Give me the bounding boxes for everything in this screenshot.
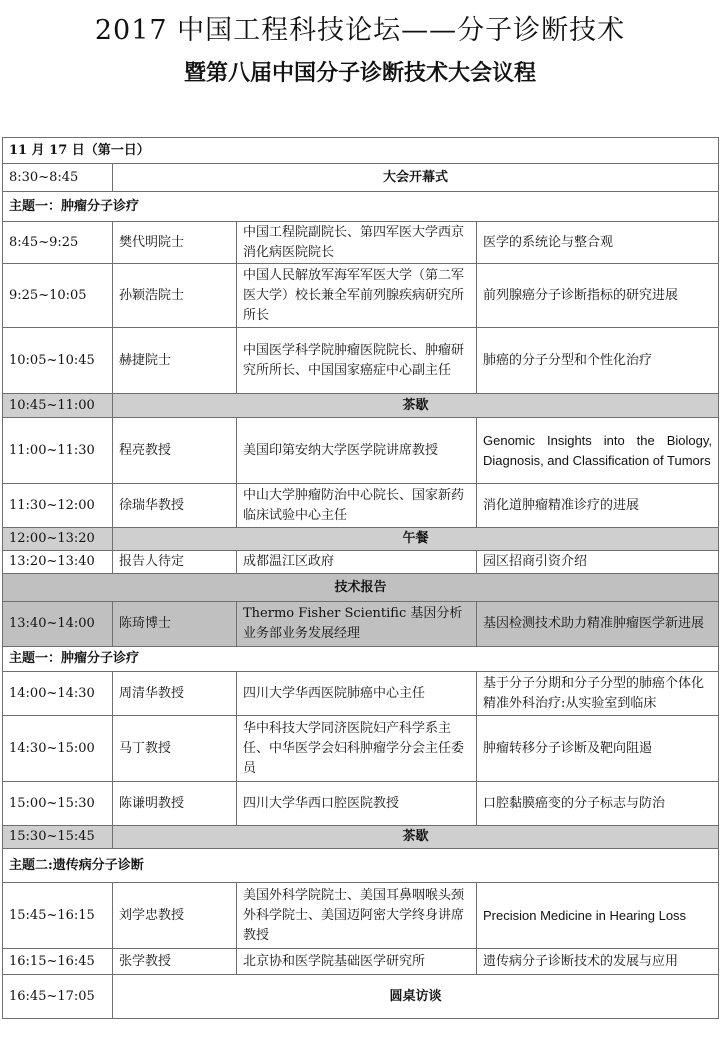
page-title: 2017 中国工程科技论坛——分子诊断技术: [94, 15, 626, 46]
time-cell: 13:20~13:40: [3, 551, 113, 574]
talk-row: [3, 551, 719, 574]
affiliation-cell: 四川大学华西口腔医院教授: [237, 782, 477, 826]
session-label: 圆桌访谈: [113, 975, 719, 1019]
speaker-cell: 刘学忠教授: [113, 883, 237, 949]
topic-cell: Precision Medicine in Hearing Loss: [477, 883, 719, 949]
panel-row: [3, 975, 719, 1019]
affiliation-cell: 中国医学科学院肿瘤医院院长、肿瘤研究所所长、中国国家癌症中心副主任: [237, 328, 477, 394]
theme-row: [3, 192, 719, 222]
session-label: 茶歇: [113, 826, 719, 849]
time-cell: 10:05~10:45: [3, 328, 113, 394]
talk-row: [3, 949, 719, 975]
affiliation-cell: 北京协和医学院基础医学研究所: [237, 949, 477, 975]
opening-row: [3, 164, 719, 192]
speaker-cell: 徐瑞华教授: [113, 484, 237, 528]
topic-cell: 基于分子分期和分子分型的肺癌个体化精准外科治疗:从实验室到临床: [477, 672, 719, 716]
topic-cell: 肺癌的分子分型和个性化治疗: [477, 328, 719, 394]
time-cell: 11:30~12:00: [3, 484, 113, 528]
affiliation-cell: 华中科技大学同济医院妇产科学系主任、中华医学会妇科肿瘤学分会主任委员: [237, 716, 477, 782]
talk-row: [3, 883, 719, 949]
talk-row: [3, 418, 719, 484]
time-cell: 14:00~14:30: [3, 672, 113, 716]
talk-row: [3, 264, 719, 328]
topic-cell: 肿瘤转移分子诊断及靶向阻遏: [477, 716, 719, 782]
speaker-cell: 孙颖浩院士: [113, 264, 237, 328]
theme-label: 主题一：肿瘤分子诊疗: [3, 647, 719, 672]
time-cell: 15:45~16:15: [3, 883, 113, 949]
speaker-cell: 陈谦明教授: [113, 782, 237, 826]
topic-cell: 消化道肿瘤精准诊疗的进展: [477, 484, 719, 528]
theme-row: [3, 647, 719, 672]
day-label: 11 月 17 日（第一日）: [3, 138, 719, 164]
time-cell: 8:30~8:45: [3, 164, 113, 192]
affiliation-cell: 美国外科学院院士、美国耳鼻咽喉头颈外科学院士、美国迈阿密大学终身讲席教授: [237, 883, 477, 949]
time-cell: 15:30~15:45: [3, 826, 113, 849]
theme-label: 主题二:遗传病分子诊断: [3, 849, 719, 883]
time-cell: 8:45~9:25: [3, 222, 113, 264]
time-cell: 10:45~11:00: [3, 394, 113, 418]
time-cell: 15:00~15:30: [3, 782, 113, 826]
topic-cell: 园区招商引资介绍: [477, 551, 719, 574]
speaker-cell: 陈琦博士: [113, 602, 237, 647]
speaker-cell: 赫捷院士: [113, 328, 237, 394]
speaker-cell: 报告人待定: [113, 551, 237, 574]
section-label: 技术报告: [3, 574, 719, 602]
topic-cell: 前列腺癌分子诊断指标的研究进展: [477, 264, 719, 328]
time-cell: 9:25~10:05: [3, 264, 113, 328]
time-cell: 13:40~14:00: [3, 602, 113, 647]
topic-cell: Genomic Insights into the Biology, Diagnosis, and Classification of Tumors: [477, 418, 719, 484]
tech-header-row: [3, 574, 719, 602]
topic-cell: 口腔黏膜癌变的分子标志与防治: [477, 782, 719, 826]
break-row: [3, 826, 719, 849]
session-label: 大会开幕式: [113, 164, 719, 192]
lunch-row: [3, 528, 719, 551]
speaker-cell: 周清华教授: [113, 672, 237, 716]
topic-cell: 医学的系统论与整合观: [477, 222, 719, 264]
affiliation-cell: 中山大学肿瘤防治中心院长、国家新药临床试验中心主任: [237, 484, 477, 528]
talk-row: [3, 602, 719, 647]
speaker-cell: 张学教授: [113, 949, 237, 975]
day-header-row: [3, 138, 719, 164]
time-cell: 11:00~11:30: [3, 418, 113, 484]
talk-row: [3, 716, 719, 782]
speaker-cell: 程亮教授: [113, 418, 237, 484]
schedule-table: [2, 137, 719, 1019]
talk-row: [3, 222, 719, 264]
talk-row: [3, 328, 719, 394]
session-label: 午餐: [113, 528, 719, 551]
topic-cell: 基因检测技术助力精准肿瘤医学新进展: [477, 602, 719, 647]
speaker-cell: 马丁教授: [113, 716, 237, 782]
affiliation-cell: 美国印第安纳大学医学院讲席教授: [237, 418, 477, 484]
time-cell: 16:45~17:05: [3, 975, 113, 1019]
speaker-cell: 樊代明院士: [113, 222, 237, 264]
talk-row: [3, 672, 719, 716]
affiliation-cell: 中国人民解放军海军军医大学（第二军医大学）校长兼全军前列腺疾病研究所所长: [237, 264, 477, 328]
affiliation-cell: 成都温江区政府: [237, 551, 477, 574]
talk-row: [3, 782, 719, 826]
topic-cell: 遗传病分子诊断技术的发展与应用: [477, 949, 719, 975]
session-label: 茶歇: [113, 394, 719, 418]
talk-row: [3, 484, 719, 528]
break-row: [3, 394, 719, 418]
time-cell: 16:15~16:45: [3, 949, 113, 975]
time-cell: 14:30~15:00: [3, 716, 113, 782]
theme-row: [3, 849, 719, 883]
affiliation-cell: 中国工程院副院长、第四军医大学西京消化病医院院长: [237, 222, 477, 264]
time-cell: 12:00~13:20: [3, 528, 113, 551]
affiliation-cell: Thermo Fisher Scientific 基因分析业务部业务发展经理: [237, 602, 477, 647]
page-subtitle: 暨第八届中国分子诊断技术大会议程: [183, 60, 536, 86]
theme-label: 主题一：肿瘤分子诊疗: [3, 192, 719, 222]
affiliation-cell: 四川大学华西医院肺癌中心主任: [237, 672, 477, 716]
